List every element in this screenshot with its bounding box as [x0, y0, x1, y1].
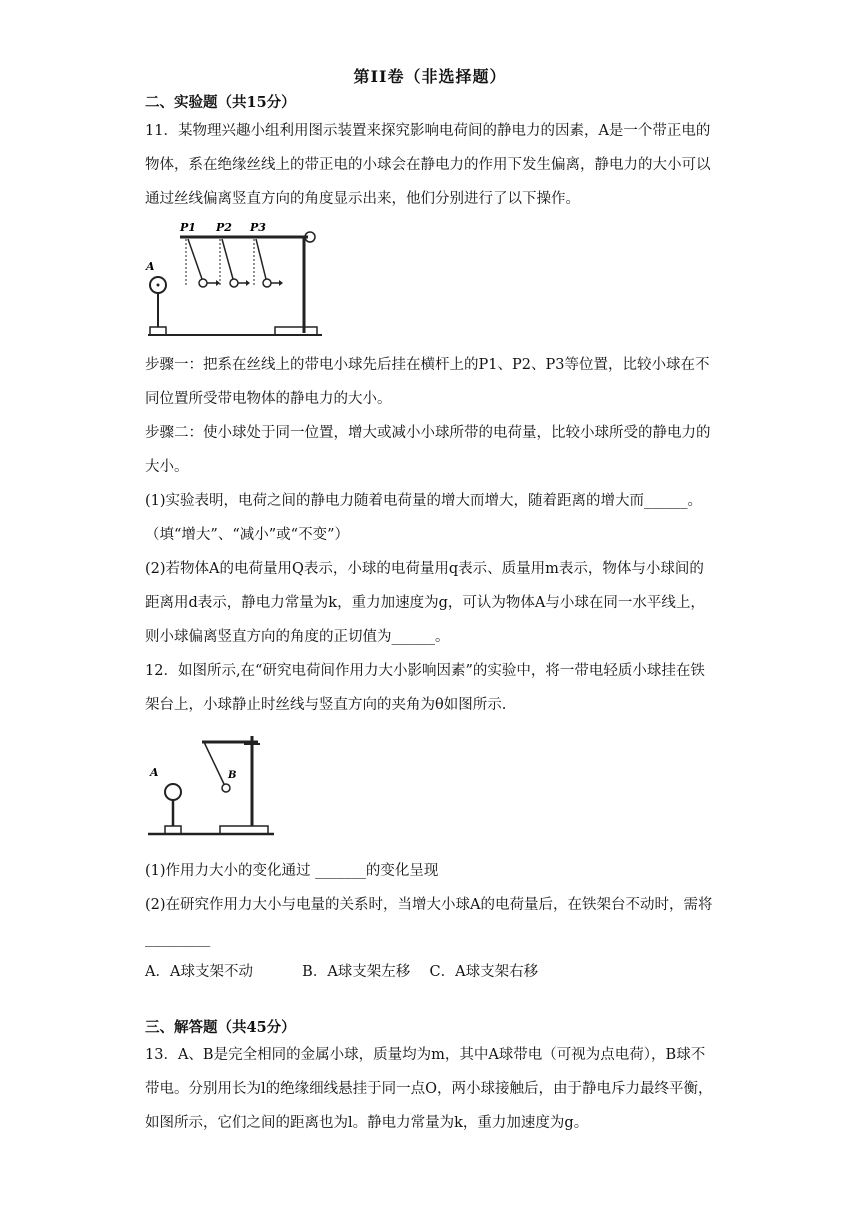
question-13-stem: 13．A、B是完全相同的金属小球，质量均为m，其中A球带电（可视为点电荷），B球不带电。分别用长为l的绝缘细线悬挂于同一点O，两小球接触后，由于静电斥力最终平衡，如图所示，它们之间的距离也为l。静电力常量为k，重力加速度为g。: [145, 1047, 713, 1131]
question-11-step-1: 步骤一：把系在丝线上的带电小球先后挂在横杆上的P1、P2、P3等位置，比较小球在不同位置所受带电物体的静电力的大小。: [145, 357, 710, 407]
option-b[interactable]: B．A球支架左移: [302, 964, 411, 980]
question-11-figure: [140, 215, 330, 340]
question-11-step-2: 步骤二：使小球处于同一位置，增大或减小小球所带的电荷量，比较小球所受的静电力的大小。: [145, 425, 711, 475]
figure-label-p1: P1: [180, 221, 196, 234]
figure-label-a: A: [150, 766, 159, 779]
section-heading-answers: 三、解答题（共45分）: [145, 1019, 296, 1036]
question-12-figure: [140, 728, 280, 846]
question-12-subquestion-2: (2)在研究作用力大小与电量的关系时，当增大小球A的电荷量后，在铁架台不动时，需将_________: [145, 897, 713, 947]
question-11-stem: 11．某物理兴趣小组利用图示装置来探究影响电荷间的静电力的因素，A是一个带正电的物体，系在绝缘丝线上的带正电的小球会在静电力的作用下发生偏离，静电力的大小可以通过丝线偏离竖直方向的角度显示出来，他们分别进行了以下操作。: [145, 123, 711, 207]
question-12-options: [145, 960, 538, 981]
question-12-subquestion-1: (1)作用力大小的变化通过 _______的变化呈现: [145, 863, 439, 879]
page-title: 第II卷（非选择题）: [353, 67, 507, 86]
question-12-stem: 12．如图所示,在“研究电荷间作用力大小影响因素”的实验中，将一带电轻质小球挂在铁架台上，小球静止时丝线与竖直方向的夹角为θ如图所示.: [145, 663, 705, 713]
section-heading-experiment: 二、实验题（共15分）: [145, 94, 296, 111]
ball-a: [165, 784, 181, 800]
figure-label-p3: P3: [250, 221, 266, 234]
option-c[interactable]: C．A球支架右移: [429, 964, 539, 980]
figure-label-b: B: [228, 770, 237, 781]
figure-label-a: A: [146, 260, 155, 273]
question-11-subquestion-2: (2)若物体A的电荷量用Q表示，小球的电荷量用q表示、质量用m表示，物体与小球间的距离用d表示，静电力常量为k，重力加速度为g，可认为物体A与小球在同一水平线上，则小球偏离竖直方向的角度的正切值为______。: [145, 561, 705, 645]
option-a[interactable]: A．A球支架不动: [145, 964, 253, 980]
ball-b: [222, 784, 230, 792]
figure-label-p2: P2: [216, 221, 232, 234]
question-11-subquestion-1: (1)实验表明，电荷之间的静电力随着电荷量的增大而增大，随着距离的增大而______。（填“增大”、“减小”或“不变”）: [145, 493, 703, 543]
